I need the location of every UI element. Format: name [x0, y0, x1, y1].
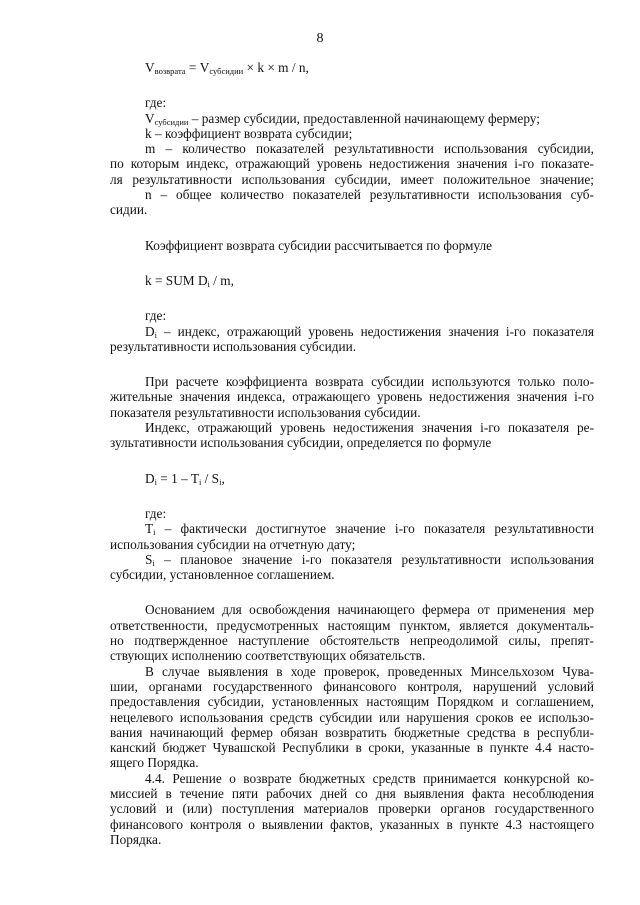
def-v-subsidy: $V_{субсидии}$ – размер субсидии, предоставленной начинающему фермеру; [145, 110, 540, 127]
document-body [110, 60, 594, 847]
def-k: k – коэффициент возврата субсидии; [145, 125, 353, 141]
def-n: n – общее количество показателей результативности использования суб- сидии. [110, 187, 594, 218]
formula-v-return: $V_{возврата} = V_{субсидии} \times k \times m / n$, [145, 60, 309, 76]
where-label-2: где: [145, 308, 167, 324]
where-label-3: где: [145, 505, 167, 521]
where-label-1: где: [145, 95, 167, 111]
paragraph-4-4: 4.4. Решение о возврате бюджетных средств принимается конкурсной ко- миссией в течение пяти рабочих дней со дня выявления факта несоблюдения условий и (или) поступления материалов проверки органов государственного финансового контроля о выявлении фактов, указанных в пункте 4.3 настоящего Порядка. [110, 770, 594, 847]
page-number: 8 [316, 31, 324, 46]
paragraph-index-definition: Индекс, отражающий уровень недостижения значения i-го показателя ре- зультативности использования субсидии, определяется по формуле [110, 420, 594, 451]
paragraph-positive-values: При расчете коэффициента возврата субсидии используются только поло- жительные значения индекса, отражающего уровень недостижения значения i-го показателя результативности использования субсидии. [110, 374, 594, 420]
formula-k: k = SUM $D_i$ / m, [145, 272, 234, 289]
def-s: $S_i$ – плановое значение i-го показателя результативности использования субсидии, установленное соглашением. [110, 551, 594, 583]
formula-d: $D_i = 1 - T_i / S_i$, [145, 470, 225, 487]
def-d: $D_i$ – индекс, отражающий уровень недостижения значения i-го показателя результативности использования субсидии. [110, 323, 594, 354]
paragraph-exemption-basis: Основанием для освобождения начинающего фермера от применения мер ответственности, предусмотренных настоящим пунктом, является документаль- но подтвержденное наступление обстоятельств непреодолимой силы, препят- ствующих исполнению соответствующих обязательств. [110, 602, 594, 664]
coefficient-formula-intro: Коэффициент возврата субсидии рассчитывается по формуле [145, 237, 493, 253]
paragraph-violation-case: В случае выявления в ходе проверок, проведенных Минсельхозом Чува- шии, органами государственного финансового контроля, нарушений условий предоставления субсидии, установленных настоящим Порядком и соглашением, нецелевого использования средств субсидии или нарушения сроков ее использо- вания начинающий фермер обязан возвратить бюджетные средства в республи- канский бюджет Чувашской Республики в сроки, указанные в пункте 4.4 насто- ящего Порядка. [110, 663, 594, 771]
def-t: $T_i$ – фактически достигнутое значение i-го показателя результативности использования субсидии на отчетную дату; [110, 521, 594, 552]
def-m: m – количество показателей результативности использования субсидии, по которым индекс, отражающий уровень недостижения значения i-го показате- ля результативности использования субсидии, имеет положительное значение; [110, 141, 594, 187]
